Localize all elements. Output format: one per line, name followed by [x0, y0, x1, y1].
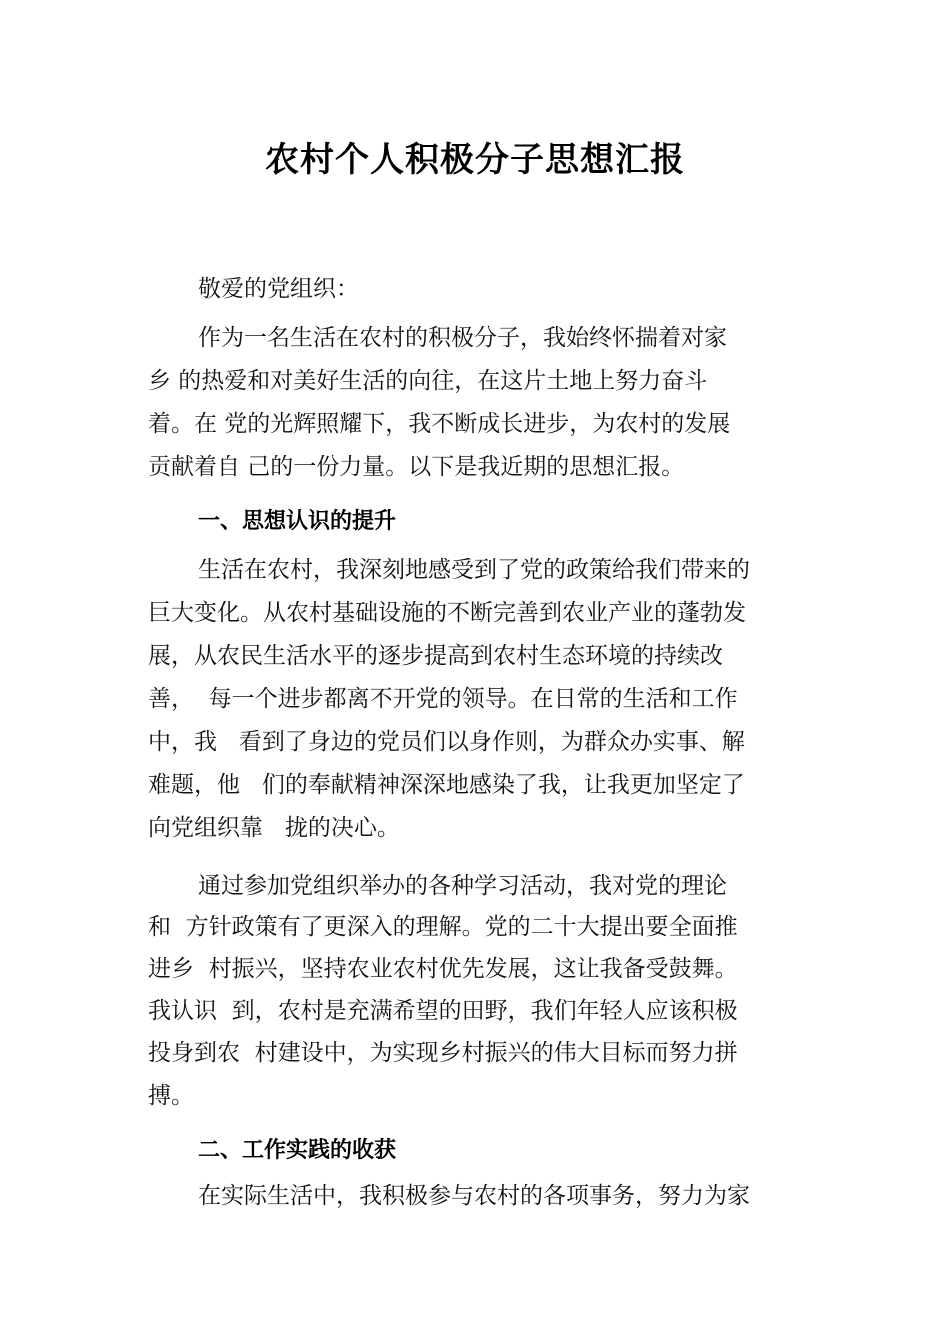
- paragraph-line: 中，我 看到了身边的党员们以身作则，为群众办实事、解: [148, 729, 745, 755]
- paragraph-line: 贡献着自 己的一份力量。以下是我近期的思想汇报。: [148, 454, 685, 480]
- paragraph-line: 善， 每一个进步都离不开党的领导。在日常的生活和工作: [148, 686, 738, 712]
- paragraph-line: 投身到农 村建设中，为实现乡村振兴的伟大目标而努力拼: [148, 1040, 738, 1066]
- paragraph-line: 展，从农民生活水平的逐步提高到农村生态环境的持续改: [148, 643, 723, 669]
- paragraph-line: 难题，他 们的奉献精神深深地感染了我，让我更加坚定了: [148, 772, 745, 798]
- document-title: 农村个人积极分子思想汇报: [265, 140, 685, 180]
- paragraph-line: 着。在 党的光辉照耀下，我不断成长进步，为农村的发展: [148, 411, 731, 437]
- paragraph-line: 生活在农村，我深刻地感受到了党的政策给我们带来的: [198, 557, 750, 583]
- paragraph-line: 通过参加党组织举办的各种学习活动，我对党的理论: [198, 873, 727, 899]
- paragraph-line: 进乡 村振兴，坚持农业农村优先发展，这让我备受鼓舞。: [148, 956, 738, 982]
- paragraph-line: 巨大变化。从农村基础设施的不断完善到农业产业的蓬勃发: [148, 600, 746, 626]
- section-heading-1: 一、思想认识的提升: [198, 509, 397, 534]
- salutation: 敬爱的党组织：: [198, 276, 359, 302]
- paragraph-line: 作为一名生活在农村的积极分子，我始终怀揣着对家: [198, 325, 727, 351]
- paragraph-line: 在实际生活中，我积极参与农村的各项事务，努力为家: [198, 1183, 750, 1209]
- paragraph-line: 乡 的热爱和对美好生活的向往，在这片土地上努力奋斗: [148, 368, 708, 394]
- paragraph-line: 和 方针政策有了更深入的理解。党的二十大提出要全面推: [148, 914, 738, 940]
- paragraph-line: 搏。: [148, 1083, 194, 1109]
- paragraph-line: 向党组织靠 拢的决心。: [148, 815, 400, 841]
- paragraph-line: 我认识 到，农村是充满希望的田野，我们年轻人应该积极: [148, 998, 738, 1024]
- section-heading-2: 二、工作实践的收获: [198, 1138, 397, 1163]
